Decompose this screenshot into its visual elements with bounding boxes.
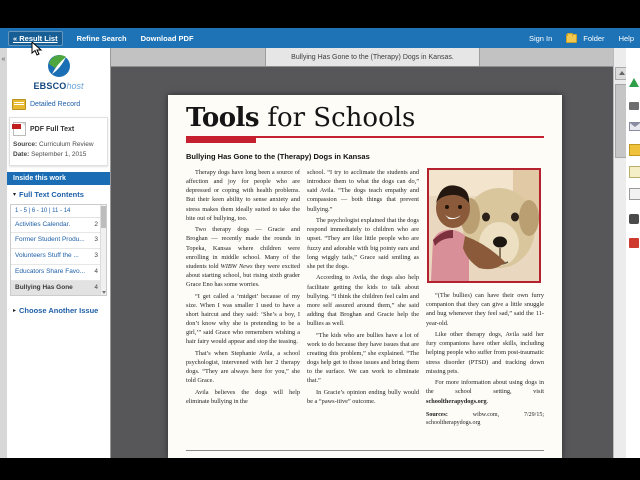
- masthead-rest: for Schools: [259, 103, 416, 133]
- red-block: [186, 136, 256, 143]
- paragraph: The psychologist explained that the dogs respond immediately to children who are upset. “They are like little people who are fuzzy and adorable with big pointy ears and long wiggly tails,” Grace said smiling as she pet the dogs.: [307, 217, 419, 270]
- toc-list: [10, 204, 107, 297]
- pdf-full-text-link[interactable]: [13, 122, 104, 136]
- choose-another-issue-label: Choose Another Issue: [19, 306, 99, 316]
- toolbar-left: [0, 31, 194, 46]
- toc-scrollbar[interactable]: [100, 205, 106, 296]
- paragraph-text: .: [486, 397, 489, 405]
- pdf-full-text-card: [9, 117, 108, 166]
- toc-item-label: Bullying Has Gone: [15, 283, 73, 291]
- full-text-contents-toggle[interactable]: [7, 185, 110, 202]
- toc-item-page: 4: [94, 283, 98, 291]
- toc-item-label: Activities Calendar.: [15, 220, 71, 228]
- masthead-rule: [186, 136, 544, 143]
- document-title: Bullying Has Gone to the (Therapy) Dogs in Kansas.: [291, 53, 454, 61]
- viewer-tab-bar: [111, 48, 613, 67]
- paragraph: According to Avila, the dogs also help facilitate getting the kids to talk about bullying. “I think the children feel calm and more self assured around them,” she said adding that Broghan and Gracie help the bullies as well.: [307, 274, 419, 327]
- sidebar: [7, 48, 111, 458]
- viewer-scrollbar[interactable]: [613, 48, 627, 458]
- paragraph-text: Two therapy dogs — Gracie and Broghan — recently made the rounds in Topeka, Kansas where children were enrolling in middle school. Many of the students told: [186, 226, 300, 270]
- inside-this-work-header: Inside this work: [7, 172, 110, 185]
- choose-another-issue-link[interactable]: [7, 296, 110, 315]
- sidebar-collapse-button[interactable]: [0, 48, 7, 458]
- toolbar-right: [529, 34, 640, 43]
- result-list-link[interactable]: « Result List: [8, 31, 63, 46]
- print-icon[interactable]: [629, 100, 639, 110]
- paragraph-text: they were excited about starting school, but rising sixth grader Grace Eno has some worries.: [186, 262, 300, 288]
- detailed-record-icon: [12, 99, 26, 110]
- source-line: [13, 140, 104, 150]
- ebsco-logo: [7, 48, 110, 91]
- toc-item-page: 3: [94, 252, 98, 260]
- toc-scrollbar-thumb[interactable]: [101, 206, 106, 228]
- toc-page-ranges[interactable]: 1 - 5 | 6 - 10 | 11 - 14: [11, 205, 106, 218]
- viewer-canvas: [111, 67, 613, 458]
- toc-item-label: Volunteers Stuff the ...: [15, 252, 79, 260]
- ebsco-wordmark-suffix: host: [66, 81, 84, 91]
- red-line: [256, 136, 544, 138]
- letterbox-bottom: [0, 458, 640, 480]
- sources-text: wibw.com, 7/29/15; schooltherapydogs.org: [426, 411, 544, 427]
- page-footer-rule: [186, 450, 544, 451]
- article-columns: [186, 168, 544, 446]
- toc-item-volunteers[interactable]: [11, 249, 106, 265]
- paragraph-italic: WIBW News: [220, 262, 253, 270]
- folder-link[interactable]: Folder: [583, 33, 605, 43]
- ebsco-wordmark-brand: EBSCO: [33, 81, 67, 91]
- paragraph: “(The bullies) can have their own furry companion that they can give a little snuggle and hug whenever they feel sad,” said the 11-year-old.: [426, 292, 544, 327]
- collapse-icon: «: [1, 56, 6, 63]
- toc-item-activities-calendar[interactable]: [11, 218, 106, 234]
- permalink-icon[interactable]: [629, 238, 639, 248]
- toc-item-label: Educators Share Favo...: [15, 267, 86, 275]
- create-note-icon[interactable]: [629, 214, 639, 224]
- chevron-down-icon: ▾: [13, 191, 17, 198]
- letterbox-top: [0, 0, 640, 28]
- detailed-record-label: Detailed Record: [30, 101, 81, 108]
- toc-item-page: 3: [94, 236, 98, 244]
- website-url: schooltherapydogs.org: [426, 397, 487, 405]
- record-meta: [13, 140, 104, 160]
- full-text-contents-label: Full Text Contents: [19, 189, 84, 199]
- chevron-right-icon: ▸: [13, 308, 17, 315]
- paragraph: That’s when Stephanie Avila, a school psychologist, intervened with her 2 therapy dogs. “They are always here for you,” she told Grace.: [186, 349, 300, 385]
- toc-item-page: 2: [94, 220, 98, 228]
- pdf-page: [168, 95, 562, 458]
- article-column-2: [307, 168, 419, 446]
- cite-icon[interactable]: [629, 166, 640, 178]
- date-line: [13, 150, 104, 160]
- content-region: [0, 48, 640, 458]
- toc-item-page: 4: [94, 267, 98, 275]
- toc-item-former-student[interactable]: [11, 233, 106, 249]
- paragraph: [426, 378, 544, 405]
- ebsco-logo-icon: [47, 54, 71, 78]
- top-toolbar: [0, 28, 640, 48]
- paragraph: [186, 225, 300, 289]
- sources-label: Sources:: [426, 411, 448, 418]
- toc-item-label: Former Student Produ...: [15, 236, 85, 244]
- article-headline: Bullying Has Gone to the (Therapy) Dogs in Kansas: [186, 152, 370, 161]
- pdf-full-text-label: PDF Full Text: [30, 125, 75, 133]
- article-column-3: [426, 168, 544, 446]
- paragraph: Therapy dogs have long been a source of affection and joy for people who are depressed or coping with health problems. But their keen ability to sense anxiety and stress makes them ideally suited to take the bite out of bullying, too.: [186, 169, 300, 222]
- download-pdf-link[interactable]: Download PDF: [140, 33, 194, 43]
- email-icon[interactable]: [629, 122, 640, 131]
- help-link[interactable]: Help: [618, 33, 634, 43]
- source-label: Source:: [13, 141, 38, 148]
- pdf-viewer: [111, 48, 613, 458]
- paragraph-text: For more information about using dogs in the school setting, visit: [426, 379, 544, 396]
- save-icon[interactable]: [629, 144, 640, 156]
- paragraph: “The kids who are bullies have a lot of work to do because they have issues that are creating this problem,” she explained. “The dogs help get to those issues and bring them to the surface. We can work to eliminate that.”: [307, 331, 419, 385]
- paragraph: In Gracie’s opinion ending bully would be a “paws-itive” outcome.: [307, 388, 419, 405]
- masthead: [168, 95, 562, 131]
- masthead-bold: Tools: [186, 103, 260, 133]
- pdf-icon: [13, 122, 26, 136]
- date-label: Date:: [13, 150, 30, 158]
- export-icon[interactable]: [629, 188, 640, 200]
- folder-icon: [566, 34, 577, 43]
- article-column-1: [186, 168, 300, 446]
- paragraph: school. “I try to acclimate the students and introduce them to what the dogs can do,” said Avila. “The dogs teach empathy and compassion — both things that prevent bullying.”: [307, 169, 419, 213]
- viewer-toolstrip: [626, 48, 640, 458]
- paragraph: Like other therapy dogs, Avila said her fury companions have other skills, including helping people who suffer from post-traumatic stress disorder (PTSD) and tracking down missing pets.: [426, 331, 544, 375]
- toc-item-bullying-current[interactable]: [11, 281, 106, 296]
- refine-search-link[interactable]: Refine Search: [76, 33, 127, 43]
- paragraph: “I get called a ‘midget’ because of my size. When I was smaller I used to have a short haircut and they said: ‘She’s a boy, I don’t know why she is pretending to be a girl,’” said Grace who remembers wishing a hair fairy would appear and stop the teasing.: [186, 292, 300, 346]
- mouse-cursor: [31, 42, 43, 56]
- google-drive-icon[interactable]: [629, 78, 639, 87]
- document-title-tab[interactable]: [265, 48, 480, 66]
- detailed-record-link[interactable]: [7, 91, 110, 110]
- date-value: September 1, 2015: [31, 150, 87, 158]
- paragraph: Avila believes the dogs will help eliminate bullying in the: [186, 388, 300, 405]
- sources-line: [426, 411, 544, 428]
- ebsco-wordmark: [7, 81, 110, 91]
- photo-boy-with-dog: [427, 168, 541, 283]
- toc-scroll-down-icon[interactable]: [102, 291, 106, 294]
- sign-in-link[interactable]: Sign In: [528, 33, 553, 43]
- source-value: Curriculum Review: [39, 141, 94, 148]
- toc-item-educators[interactable]: [11, 265, 106, 281]
